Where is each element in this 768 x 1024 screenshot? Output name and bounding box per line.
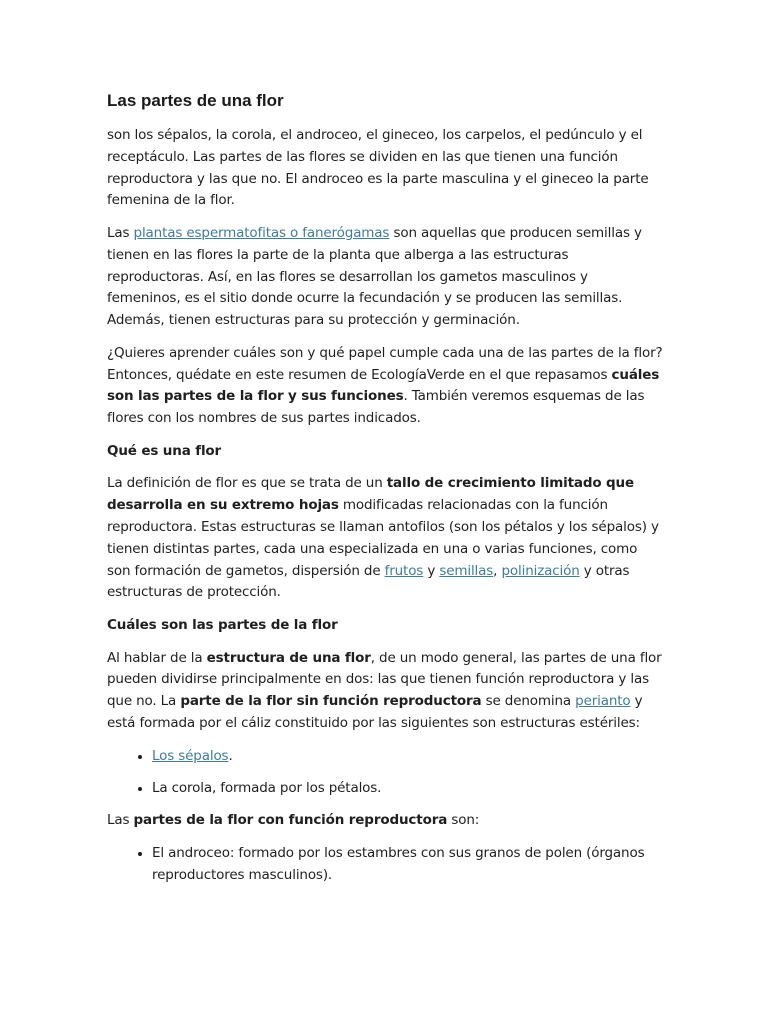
link-sepalos[interactable]: Los sépalos [152,747,229,764]
link-semillas[interactable]: semillas [439,562,494,579]
subheading-cuales: Cuáles son las partes de la flor [107,616,338,633]
bold-text: tallo de crecimiento limitado que desarrolla en su extremo hojas [107,475,635,514]
plants-paragraph [107,223,663,332]
link-perianto[interactable]: perianto [575,693,631,710]
subheading-que-es: Qué es una flor [107,442,222,459]
bold-text: partes de la flor con función reproductora [133,812,448,829]
text: Las [107,224,134,241]
bold-text: cuáles son las partes de la flor y sus funciones [107,366,660,405]
text: . [228,747,233,764]
bold-text: estructura de una flor [206,649,371,666]
article [107,88,663,897]
sterile-parts-list [107,746,663,800]
text: Las [107,812,134,829]
text: , de un modo general, las partes de una flor pueden dividirse principalmente en dos: las que tienen función reproductora y las que no. La [107,649,662,710]
text: y está formada por el cáliz constituido por las siguientes son estructuras estériles: [107,693,643,731]
definition-paragraph [107,473,663,604]
text: son: [447,812,480,829]
structure-paragraph [107,648,663,735]
bold-text: parte de la flor sin función reproductora [180,693,482,710]
text: modificadas relacionadas con la función reproductora. Estas estructuras se llaman antofilos (son los pétalos y los sépalos) y tienen distintas partes, cada una especializada en una o varias funciones, como son formación de gametos, dispersión de [107,497,659,579]
link-polinizacion[interactable]: polinización [501,562,580,579]
text: y otras estructuras de protección. [107,562,630,601]
text: La definición de flor es que se trata de un [107,475,387,492]
list-item: • El androceo: formado por los estambres con sus granos de polen (órganos reproductores masculinos). [152,843,663,887]
text: . También veremos esquemas de las flores con los nombres de sus partes indicados. [107,388,645,427]
reproductive-intro-paragraph [107,810,663,832]
text: Al hablar de la [107,649,207,666]
text: , [493,562,502,579]
text: se denomina [481,693,576,710]
link-frutos[interactable]: frutos [384,562,424,579]
reproductive-parts-list [107,843,663,887]
text: ¿Quieres aprender cuáles son y qué papel cumple cada una de las partes de la flor? Entonces, quédate en este resumen de EcologíaVerde en el que repasamos [107,344,663,383]
link-plantas-espermatofitas[interactable]: plantas espermatofitas o fanerógamas [133,224,390,241]
intro-paragraph: son los sépalos, la corola, el androceo, el gineceo, los carpelos, el pedúnculo y el receptáculo. Las partes de las flores se dividen en las que tienen una función reproductora y las que no. El androceo es la parte masculina y el gineceo la parte femenina de la flor. [107,127,649,209]
text: son aquellas que producen semillas y tienen en las flores la parte de la planta que alberga a las estructuras reproductoras. Así, en las flores se desarrollan los gametos masculinos y femeninos, es el sitio donde ocurre la fecundación y se producen las semillas. Además, tienen estructuras para su protección y germinación. [107,224,642,329]
page-title: Las partes de una flor [107,91,284,110]
summary-paragraph [107,343,663,430]
text: y [423,562,440,579]
list-item [152,746,663,768]
list-item: • La corola, formada por los pétalos. [152,778,663,800]
